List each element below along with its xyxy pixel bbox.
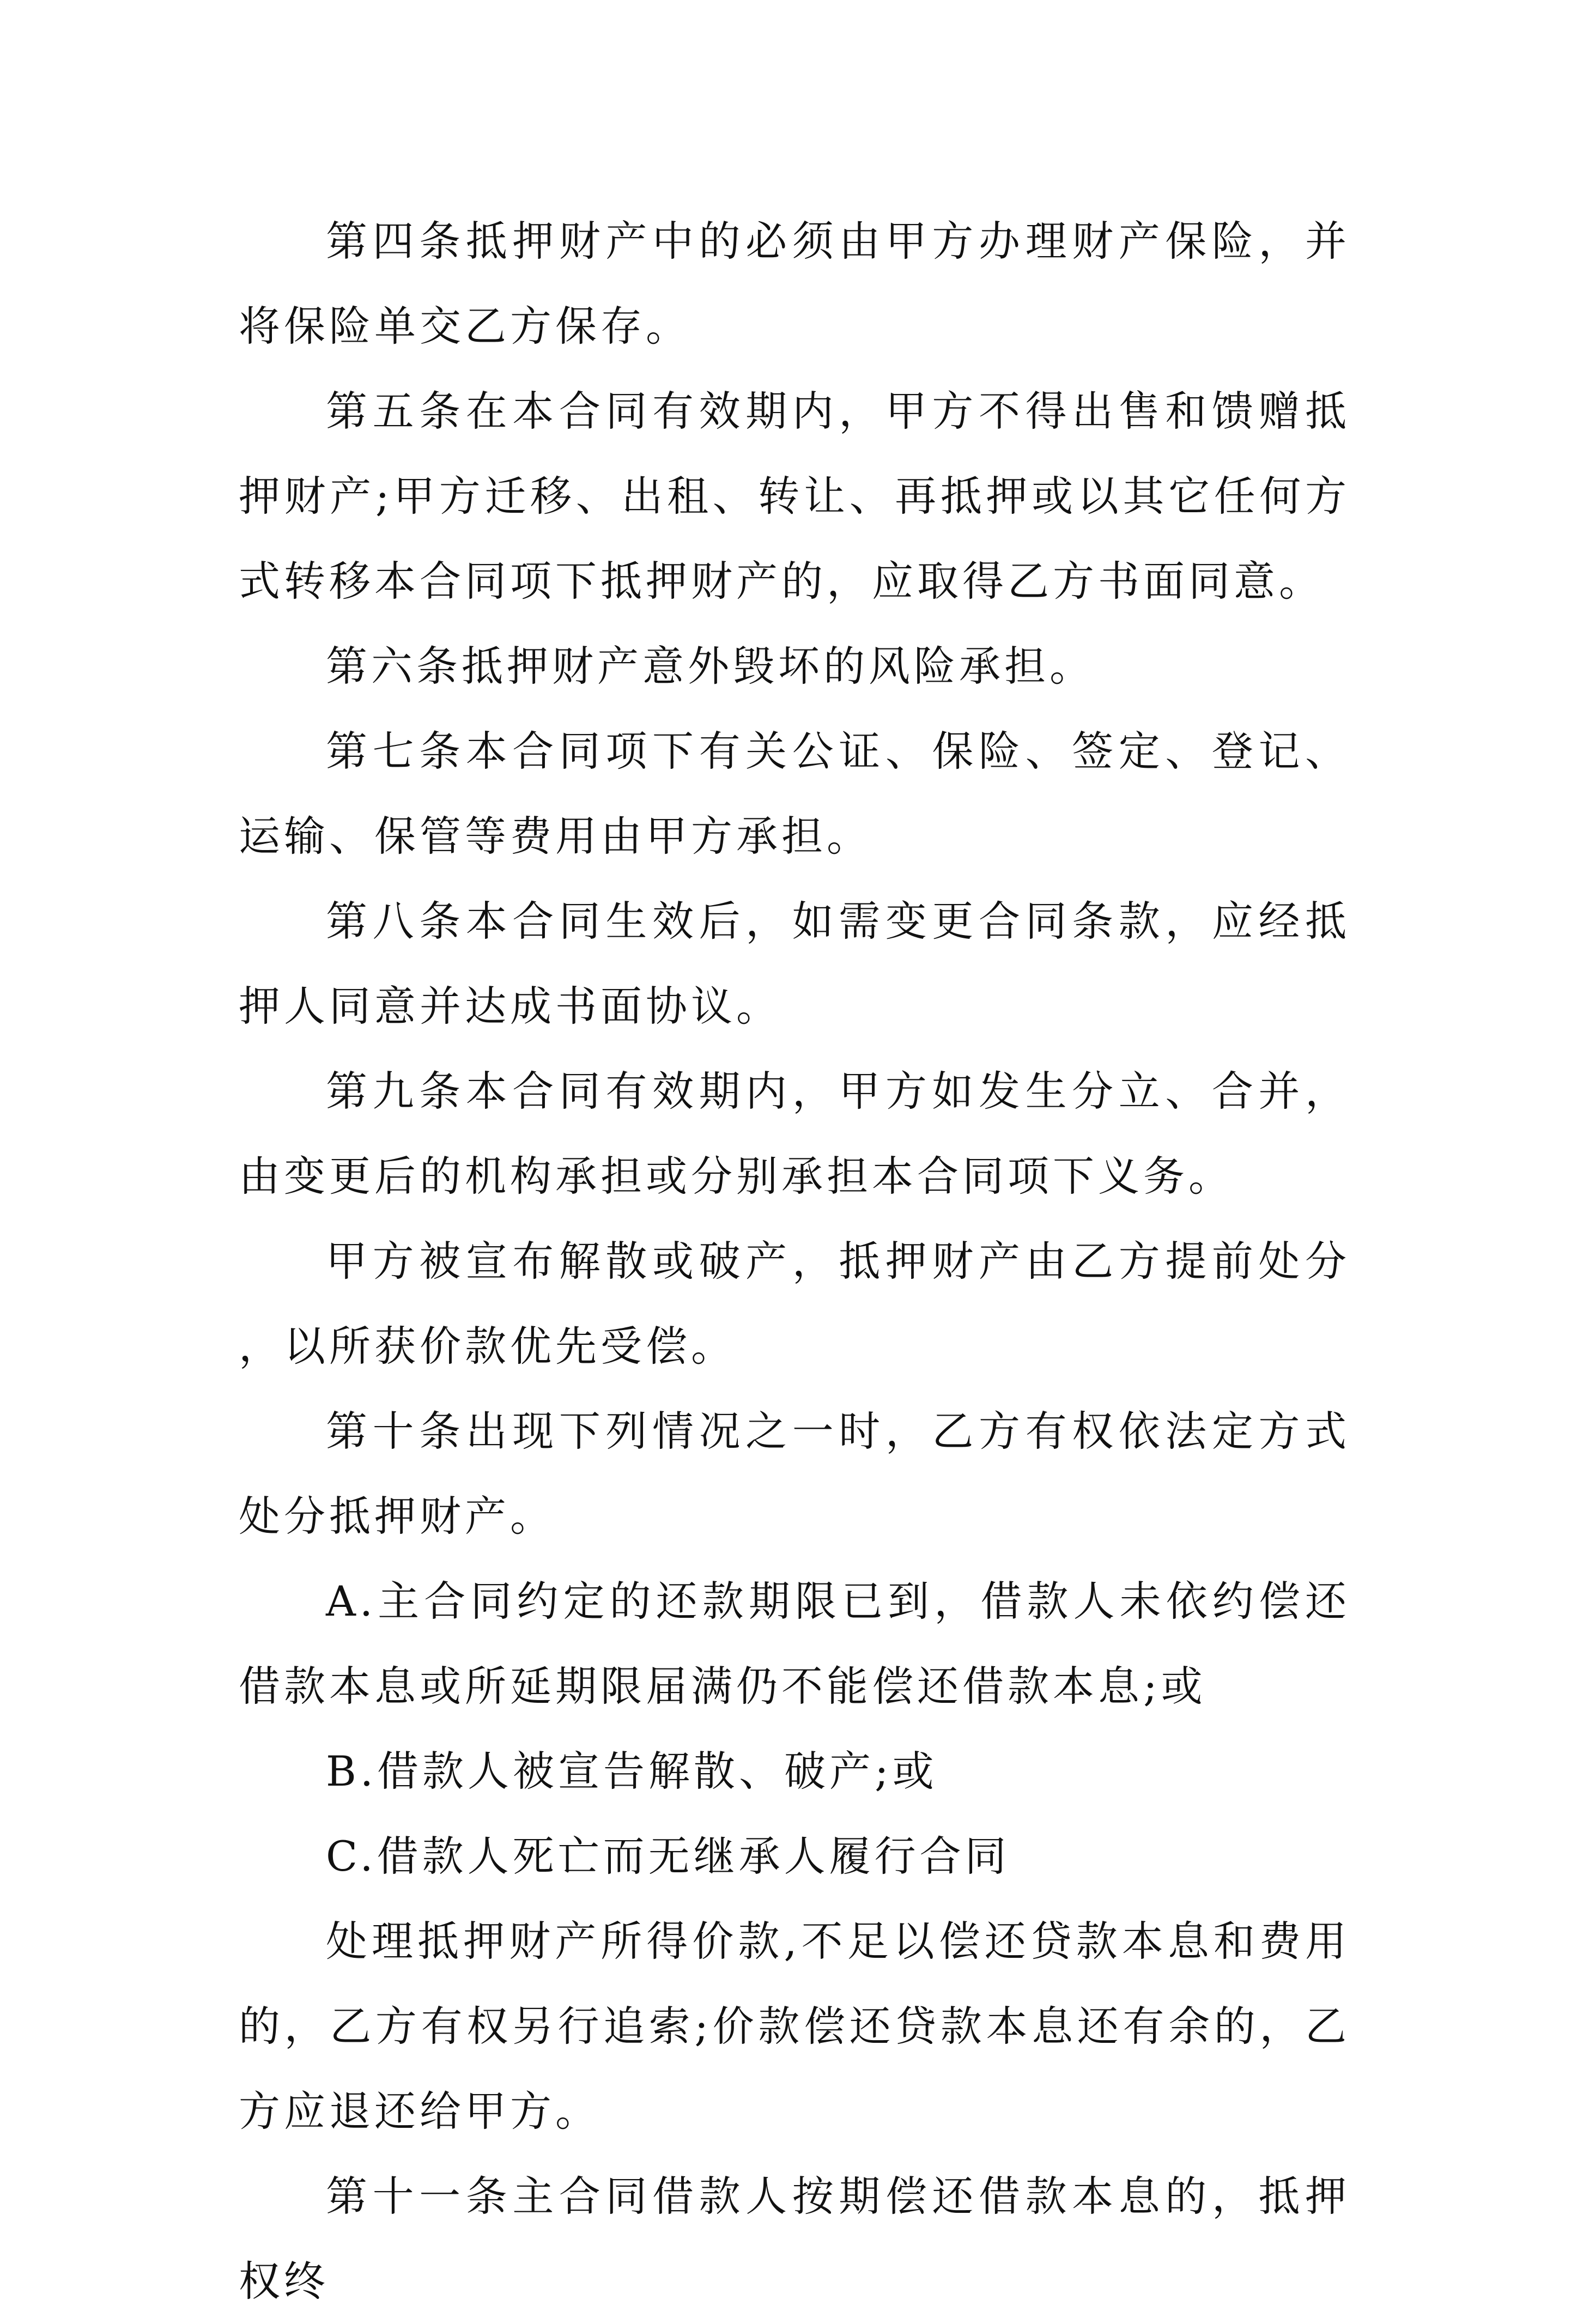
- clause-10-item-a: A.主合同约定的还款期限已到，借款人未依约偿还借款本息或所延期限届满仍不能偿还借款本息;或: [239, 1577, 1350, 1710]
- clause-7-paragraph: 第七条本合同项下有关公证、保险、签定、登记、运输、保管等费用由甲方承担。: [239, 727, 1350, 860]
- clause-4-paragraph: 第四条抵押财产中的必须由甲方办理财产保险，并将保险单交乙方保存。: [239, 217, 1350, 350]
- clause-10-paragraph: 第十条出现下列情况之一时，乙方有权依法定方式处分抵押财产。: [239, 1407, 1350, 1540]
- clause-8-paragraph: 第八条本合同生效后，如需变更合同条款，应经抵押人同意并达成书面协议。: [239, 897, 1350, 1030]
- proceeds-handling-paragraph: 处理抵押财产所得价款,不足以偿还贷款本息和费用的，乙方有权另行追索;价款偿还贷款本息还有余的，乙方应退还给甲方。: [239, 1917, 1350, 2135]
- document-body: [239, 199, 1350, 2324]
- clause-10-item-c: C.借款人死亡而无继承人履行合同: [326, 1832, 1010, 1880]
- clause-9-paragraph: 第九条本合同有效期内，甲方如发生分立、合并，由变更后的机构承担或分别承担本合同项下义务。: [239, 1067, 1350, 1200]
- clause-5-paragraph: 第五条在本合同有效期内，甲方不得出售和馈赠抵押财产;甲方迁移、出租、转让、再抵押或以其它任何方式转移本合同项下抵押财产的，应取得乙方书面同意。: [239, 387, 1350, 605]
- clause-11-paragraph: 第十一条主合同借款人按期偿还借款本息的，抵押权终: [239, 2172, 1350, 2305]
- clause-9-dissolution-paragraph: 甲方被宣布解散或破产，抵押财产由乙方提前处分，以所获价款优先受偿。: [239, 1237, 1350, 1370]
- clause-10-item-b: B.借款人被宣告解散、破产;或: [326, 1747, 938, 1795]
- clause-6-paragraph: 第六条抵押财产意外毁坏的风险承担。: [326, 642, 1095, 690]
